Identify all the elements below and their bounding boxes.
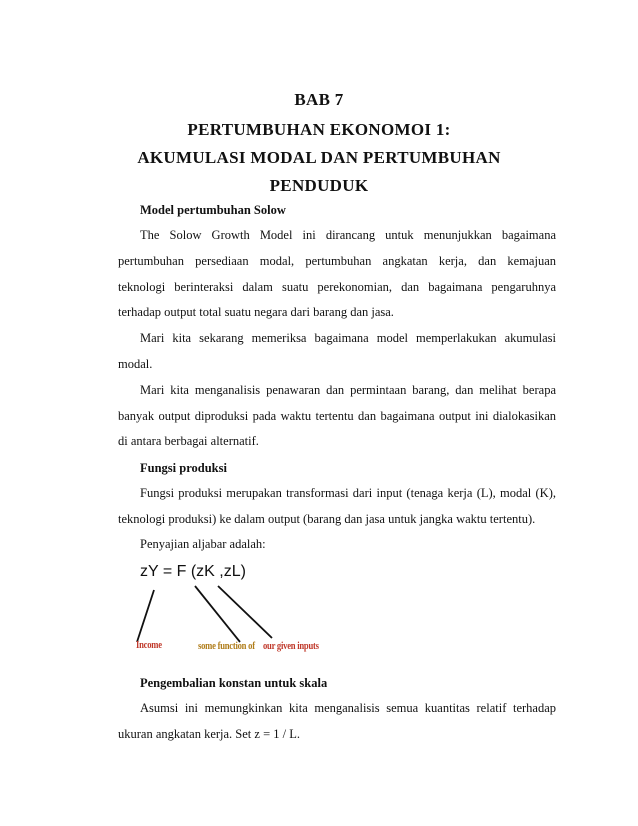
paragraph-line: terhadap output total suatu negara dari barang dan jasa. [118, 305, 394, 319]
paragraph-line: di antara berbagai alternatif. [118, 434, 259, 448]
paragraph-line: Mari kita sekarang memeriksa bagaimana model memperlakukan akumulasi [140, 331, 556, 345]
paragraph-line: Penyajian aljabar adalah: [140, 537, 266, 551]
paragraph-line: teknologi berinteraksi dalam suatu perekonomian, dan bagaimana pengaruhnya [118, 280, 556, 294]
label-income: Income [136, 640, 162, 651]
section-heading-solow: Model pertumbuhan Solow [140, 203, 286, 217]
production-formula: zY = F (zK ,zL) [140, 563, 246, 580]
paragraph-line: modal. [118, 357, 153, 371]
label-inputs: our given inputs [263, 641, 319, 652]
paragraph-line: pertumbuhan persediaan modal, pertumbuhan angkatan kerja, dan kemajuan [118, 254, 556, 268]
paragraph-line: teknologi produksi) ke dalam output (barang dan jasa untuk jangka waktu tertentu). [118, 512, 536, 526]
paragraph-line: Asumsi ini memungkinkan kita menganalisis semua kuantitas relatif terhadap [140, 701, 556, 715]
paragraph-line: The Solow Growth Model ini dirancang untuk menunjukkan bagaimana [140, 228, 556, 242]
paragraph-line: ukuran angkatan kerja. Set z = 1 / L. [118, 727, 300, 741]
arrow-income-icon [137, 590, 154, 642]
section-heading-production: Fungsi produksi [140, 461, 227, 475]
section-heading-constant-returns: Pengembalian konstan untuk skala [140, 676, 328, 690]
paragraph-line: banyak output diproduksi pada waktu tertentu dan bagaimana output ini dialokasikan [118, 409, 556, 423]
title-line-3: PENDUDUK [269, 176, 369, 195]
title-line-1: PERTUMBUHAN EKONOMOI 1: [187, 120, 451, 139]
paragraph-line: Mari kita menganalisis penawaran dan permintaan barang, dan melihat berapa [140, 383, 556, 397]
arrow-inputs-icon [218, 586, 272, 638]
title-line-2: AKUMULASI MODAL DAN PERTUMBUHAN [137, 148, 501, 167]
chapter-number: BAB 7 [294, 90, 344, 109]
arrow-function-icon [195, 586, 240, 642]
paragraph-line: Fungsi produksi merupakan transformasi dari input (tenaga kerja (L), modal (K), [140, 486, 556, 500]
label-function: some function of [198, 641, 255, 652]
